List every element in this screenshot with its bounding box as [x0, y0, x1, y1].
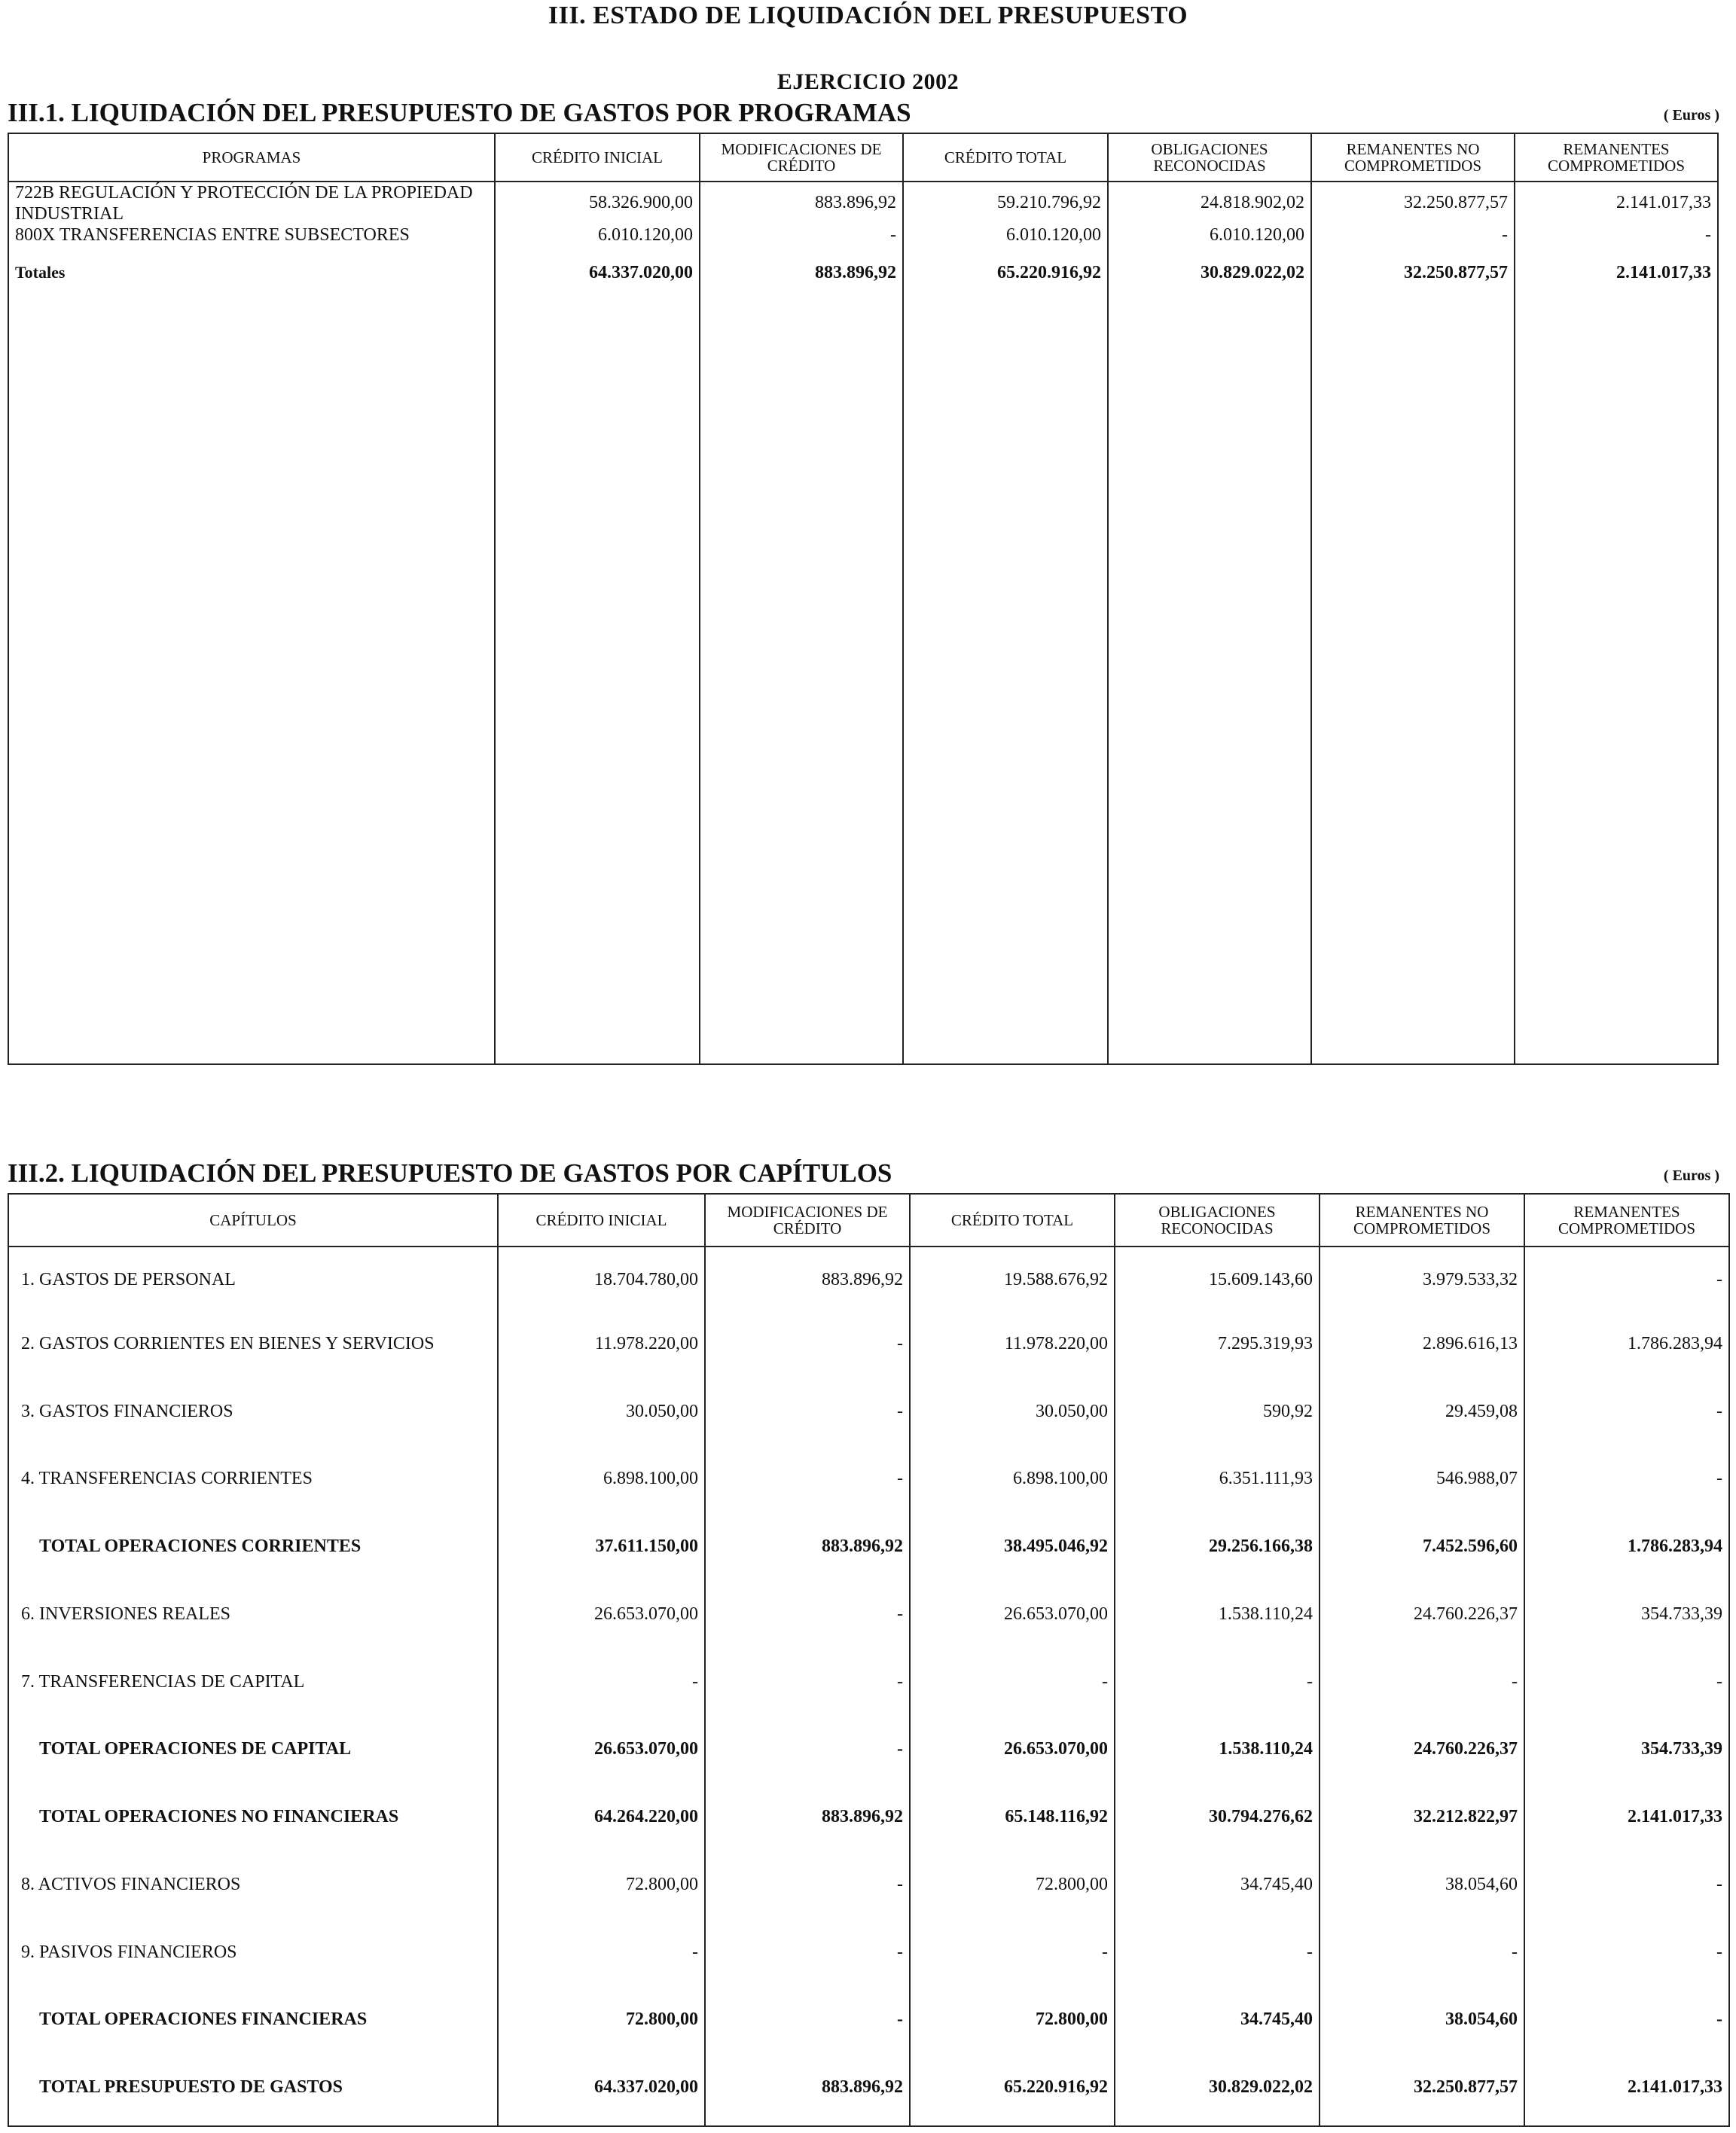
cell-value: 24.818.902,02	[1108, 182, 1311, 225]
row-label: TOTAL OPERACIONES NO FINANCIERAS	[39, 1807, 399, 1827]
cell-value: 65.148.116,92	[910, 1787, 1115, 1855]
cell-value: 29.459,08	[1320, 1382, 1524, 1450]
cell-value: -	[705, 1652, 910, 1720]
cell-value: -	[705, 1855, 910, 1923]
cell-value: -	[1320, 1923, 1524, 1991]
cell-value: 883.896,92	[705, 1787, 910, 1855]
programs-table	[8, 133, 1719, 1065]
section1-units: ( Euros )	[1663, 107, 1719, 124]
fiscal-year: EJERCICIO 2002	[776, 69, 960, 94]
cell-value: 30.050,00	[498, 1382, 705, 1450]
cell-value: 32.212.822,97	[1320, 1787, 1524, 1855]
cell-value: 24.760.226,37	[1320, 1585, 1524, 1652]
table-total-row	[8, 1720, 1729, 1787]
cell-value: 6.898.100,00	[910, 1449, 1115, 1517]
table-row	[8, 1382, 1729, 1450]
cell-value: 72.800,00	[498, 1855, 705, 1923]
row-label: TOTAL OPERACIONES CORRIENTES	[39, 1536, 362, 1557]
cell-value: -	[910, 1923, 1115, 1991]
cell-value: 34.745,40	[1115, 1990, 1320, 2058]
cell-value: -	[700, 225, 903, 263]
row-label: 7. TRANSFERENCIAS DE CAPITAL	[21, 1671, 305, 1692]
table-total-row	[8, 263, 1718, 301]
section2-title: III.2. LIQUIDACIÓN DEL PRESUPUESTO DE GASTOS POR CAPÍTULOS	[8, 1158, 892, 1188]
cell-value: 2.896.616,13	[1320, 1314, 1524, 1382]
cell-value: 18.704.780,00	[498, 1247, 705, 1314]
cell-value: -	[1524, 1449, 1729, 1517]
cell-value: -	[705, 1923, 910, 1991]
table-total-row	[8, 1787, 1729, 1855]
cell-value: 58.326.900,00	[495, 182, 700, 225]
cell-value: -	[705, 1449, 910, 1517]
cell-value: 32.250.877,57	[1311, 182, 1515, 225]
table-row	[8, 1923, 1729, 1991]
cell-value: 11.978.220,00	[910, 1314, 1115, 1382]
row-label: Totales	[15, 263, 66, 282]
cell-value: 1.538.110,24	[1115, 1720, 1320, 1787]
cell-value: -	[498, 1652, 705, 1720]
cell-value: 65.220.916,92	[903, 263, 1108, 301]
col-header-remanentes: REMANENTES COMPROMETIDOS	[1524, 1194, 1729, 1247]
cell-value: 24.760.226,37	[1320, 1720, 1524, 1787]
cell-value: -	[498, 1923, 705, 1991]
cell-value: 883.896,92	[705, 1247, 910, 1314]
cell-value: 883.896,92	[700, 182, 903, 225]
col-header-credito-inicial: CRÉDITO INICIAL	[495, 133, 700, 182]
table-row	[8, 1855, 1729, 1923]
row-label: 800X TRANSFERENCIAS ENTRE SUBSECTORES	[15, 225, 410, 245]
cell-value: -	[705, 1382, 910, 1450]
cell-value: 7.295.319,93	[1115, 1314, 1320, 1382]
cell-value: 354.733,39	[1524, 1720, 1729, 1787]
table-row	[8, 225, 1718, 263]
cell-value: 64.264.220,00	[498, 1787, 705, 1855]
cell-value: 6.351.111,93	[1115, 1449, 1320, 1517]
table-row	[8, 1314, 1729, 1382]
cell-value: 30.794.276,62	[1115, 1787, 1320, 1855]
cell-value: 354.733,39	[1524, 1585, 1729, 1652]
cell-value: 64.337.020,00	[498, 2058, 705, 2125]
table-row	[8, 1247, 1729, 1314]
row-label: 1. GASTOS DE PERSONAL	[21, 1270, 236, 1290]
cell-value: 2.141.017,33	[1524, 2058, 1729, 2125]
col-header-credito-total: CRÉDITO TOTAL	[903, 133, 1108, 182]
cell-value: 29.256.166,38	[1115, 1517, 1320, 1585]
cell-value: 1.786.283,94	[1524, 1314, 1729, 1382]
cell-value: 26.653.070,00	[910, 1720, 1115, 1787]
cell-value: 6.898.100,00	[498, 1449, 705, 1517]
cell-value: 19.588.676,92	[910, 1247, 1115, 1314]
row-label: 2. GASTOS CORRIENTES EN BIENES Y SERVICIOS	[21, 1333, 435, 1353]
table-total-row	[8, 2058, 1729, 2125]
cell-value: 37.611.150,00	[498, 1517, 705, 1585]
col-header-credito-total: CRÉDITO TOTAL	[910, 1194, 1115, 1247]
cell-value: 1.786.283,94	[1524, 1517, 1729, 1585]
row-label: 4. TRANSFERENCIAS CORRIENTES	[21, 1469, 313, 1489]
cell-value: 59.210.796,92	[903, 182, 1108, 225]
cell-value: -	[1524, 1923, 1729, 1991]
document-title: III. ESTADO DE LIQUIDACIÓN DEL PRESUPUESTO	[548, 2, 1188, 29]
cell-value: 38.054,60	[1320, 1990, 1524, 2058]
cell-value: 2.141.017,33	[1515, 182, 1718, 225]
cell-value: 30.829.022,02	[1115, 2058, 1320, 2125]
cell-value: -	[1311, 225, 1515, 263]
table-row	[8, 1585, 1729, 1652]
row-label: 722B REGULACIÓN Y PROTECCIÓN DE LA PROPIEDAD INDUSTRIAL	[15, 183, 473, 224]
cell-value: 72.800,00	[910, 1990, 1115, 2058]
cell-value: 546.988,07	[1320, 1449, 1524, 1517]
cell-value: 6.010.120,00	[1108, 225, 1311, 263]
cell-value: -	[1115, 1923, 1320, 1991]
col-header-modificaciones: MODIFICACIONES DE CRÉDITO	[705, 1194, 910, 1247]
cell-value: 3.979.533,32	[1320, 1247, 1524, 1314]
cell-value: -	[1524, 1382, 1729, 1450]
table-row	[8, 1652, 1729, 1720]
cell-value: 38.495.046,92	[910, 1517, 1115, 1585]
cell-value: 15.609.143,60	[1115, 1247, 1320, 1314]
row-label: 8. ACTIVOS FINANCIEROS	[21, 1874, 241, 1894]
col-header-obligaciones: OBLIGACIONES RECONOCIDAS	[1108, 133, 1311, 182]
cell-value: 6.010.120,00	[903, 225, 1108, 263]
cell-value: 30.050,00	[910, 1382, 1115, 1450]
cell-value: 2.141.017,33	[1524, 1787, 1729, 1855]
section2-units: ( Euros )	[1663, 1167, 1719, 1184]
col-header-credito-inicial: CRÉDITO INICIAL	[498, 1194, 705, 1247]
cell-value: 26.653.070,00	[498, 1585, 705, 1652]
cell-value: -	[1115, 1652, 1320, 1720]
cell-value: 6.010.120,00	[495, 225, 700, 263]
cell-value: 30.829.022,02	[1108, 263, 1311, 301]
cell-value: -	[1524, 1990, 1729, 2058]
cell-value: -	[705, 1990, 910, 2058]
cell-value: 32.250.877,57	[1320, 2058, 1524, 2125]
cell-value: 26.653.070,00	[498, 1720, 705, 1787]
cell-value: -	[705, 1314, 910, 1382]
cell-value: -	[705, 1720, 910, 1787]
col-header-programas: PROGRAMAS	[8, 133, 495, 182]
table-total-row	[8, 1517, 1729, 1585]
col-header-capitulos: CAPÍTULOS	[8, 1194, 498, 1247]
table-filler-row	[8, 2125, 1729, 2126]
cell-value: -	[1524, 1247, 1729, 1314]
row-label: 6. INVERSIONES REALES	[21, 1604, 231, 1624]
row-label: TOTAL PRESUPUESTO DE GASTOS	[39, 2077, 343, 2098]
cell-value: -	[1515, 225, 1718, 263]
row-label: 9. PASIVOS FINANCIEROS	[21, 1942, 237, 1962]
col-header-modificaciones: MODIFICACIONES DE CRÉDITO	[700, 133, 903, 182]
cell-value: 883.896,92	[705, 1517, 910, 1585]
col-header-remanentes-no: REMANENTES NO COMPROMETIDOS	[1320, 1194, 1524, 1247]
table-row	[8, 182, 1718, 225]
section1-title: III.1. LIQUIDACIÓN DEL PRESUPUESTO DE GASTOS POR PROGRAMAS	[8, 98, 911, 127]
cell-value: 11.978.220,00	[498, 1314, 705, 1382]
col-header-remanentes-no: REMANENTES NO COMPROMETIDOS	[1311, 133, 1515, 182]
cell-value: -	[1524, 1855, 1729, 1923]
cell-value: 64.337.020,00	[495, 263, 700, 301]
row-label: TOTAL OPERACIONES FINANCIERAS	[39, 2009, 368, 2030]
cell-value: 65.220.916,92	[910, 2058, 1115, 2125]
cell-value: 38.054,60	[1320, 1855, 1524, 1923]
cell-value: 7.452.596,60	[1320, 1517, 1524, 1585]
col-header-remanentes: REMANENTES COMPROMETIDOS	[1515, 133, 1718, 182]
cell-value: 72.800,00	[498, 1990, 705, 2058]
table-filler-row	[8, 301, 1718, 1064]
cell-value: -	[1320, 1652, 1524, 1720]
chapters-table	[8, 1193, 1730, 2127]
row-label: TOTAL OPERACIONES DE CAPITAL	[39, 1739, 352, 1759]
table-row	[8, 1449, 1729, 1517]
row-label: 3. GASTOS FINANCIEROS	[21, 1401, 233, 1421]
cell-value: 32.250.877,57	[1311, 263, 1515, 301]
cell-value: -	[1524, 1652, 1729, 1720]
cell-value: 26.653.070,00	[910, 1585, 1115, 1652]
cell-value: 590,92	[1115, 1382, 1320, 1450]
cell-value: 1.538.110,24	[1115, 1585, 1320, 1652]
cell-value: -	[705, 1585, 910, 1652]
table-total-row	[8, 1990, 1729, 2058]
cell-value: 34.745,40	[1115, 1855, 1320, 1923]
cell-value: -	[910, 1652, 1115, 1720]
cell-value: 72.800,00	[910, 1855, 1115, 1923]
cell-value: 883.896,92	[700, 263, 903, 301]
cell-value: 883.896,92	[705, 2058, 910, 2125]
col-header-obligaciones: OBLIGACIONES RECONOCIDAS	[1115, 1194, 1320, 1247]
cell-value: 2.141.017,33	[1515, 263, 1718, 301]
